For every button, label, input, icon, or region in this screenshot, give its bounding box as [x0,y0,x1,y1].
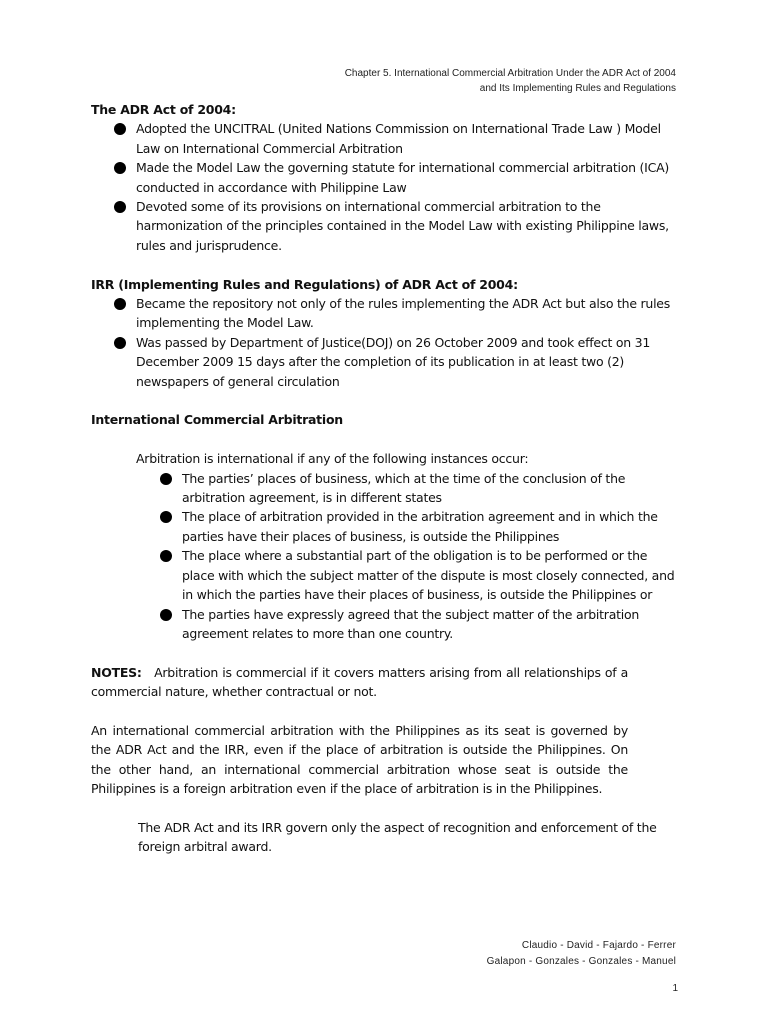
seat-paragraph: An international commercial arbitration with the Philippines as its seat is governed by the ADR Act and the IRR, even if the place of arbitration is outside the Philippines. On the other hand, an international commercial arbitration whose seat is outside the Philippines is a foreign arbitration even if the place of arbitration is in the Philippines. [91,722,628,797]
list-item: The place where a substantial part of the obligation is to be performed or the place with which the subject matter of the dispute is most closely connected, and in which the parties have their places of business, is outside the Philippines or [160,546,681,604]
notes-text: Arbitration is commercial if it covers matters arising from all relationships of a commercial nature, whether contractual or not. [91,664,629,700]
document-body [91,100,681,857]
adr-act-list [91,119,681,255]
page-footer [487,938,676,970]
bullet-icon [114,123,126,135]
bullet-icon [160,511,172,523]
page-header [345,66,676,96]
list-item: Devoted some of its provisions on international commercial arbitration to the harmonization of the principles contained in the Model Law with existing Philippine laws, rules and jurisprudence. [114,197,681,255]
bullet-icon [114,162,126,174]
list-item: Adopted the UNCITRAL (United Nations Commission on International Trade Law ) Model Law on International Commercial Arbitration [114,119,681,158]
section-heading-adr-act: The ADR Act of 2004: [91,102,236,117]
ica-instances-list [91,469,681,644]
list-item: Became the repository not only of the rules implementing the ADR Act but also the rules implementing the Model Law. [114,294,681,333]
bullet-icon [160,609,172,621]
page-number: 1 [672,983,678,994]
section-heading-ica: International Commercial Arbitration [91,412,343,428]
authors-line-2: Galapon - Gonzales - Gonzales - Manuel [486,956,676,967]
closing-paragraph: The ADR Act and its IRR govern only the aspect of recognition and enforcement of the foreign arbitral award. [138,819,657,855]
list-item: The place of arbitration provided in the arbitration agreement and in which the parties have their places of business, is outside the Philippines [160,507,681,546]
authors-line-1: Claudio - David - Fajardo - Ferrer [521,940,676,951]
notes-label: NOTES: [91,664,142,680]
ica-intro: Arbitration is international if any of the following instances occur: [136,451,529,467]
list-item: Was passed by Department of Justice(DOJ) on 26 October 2009 and took effect on 31 December 2009 15 days after the completion of its publication in at least two (2) newspapers of general circulation [114,333,681,391]
list-item: Made the Model Law the governing statute for international commercial arbitration (ICA) conducted in accordance with Philippine Law [114,158,681,197]
bullet-icon [114,337,126,349]
bullet-icon [114,298,126,310]
section-heading-irr: IRR (Implementing Rules and Regulations) of ADR Act of 2004: [91,276,518,292]
bullet-icon [160,550,172,562]
bullet-icon [160,473,172,485]
header-line-2: and Its Implementing Rules and Regulations [479,83,676,94]
bullet-icon [114,201,126,213]
header-line-1: Chapter 5. International Commercial Arbitration Under the ADR Act of 2004 [344,68,676,79]
notes-paragraph [91,663,628,702]
list-item: The parties’ places of business, which at the time of the conclusion of the arbitration agreement, is in different states [160,469,681,508]
irr-list [91,294,681,391]
list-item: The parties have expressly agreed that the subject matter of the arbitration agreement relates to more than one country. [160,605,681,644]
